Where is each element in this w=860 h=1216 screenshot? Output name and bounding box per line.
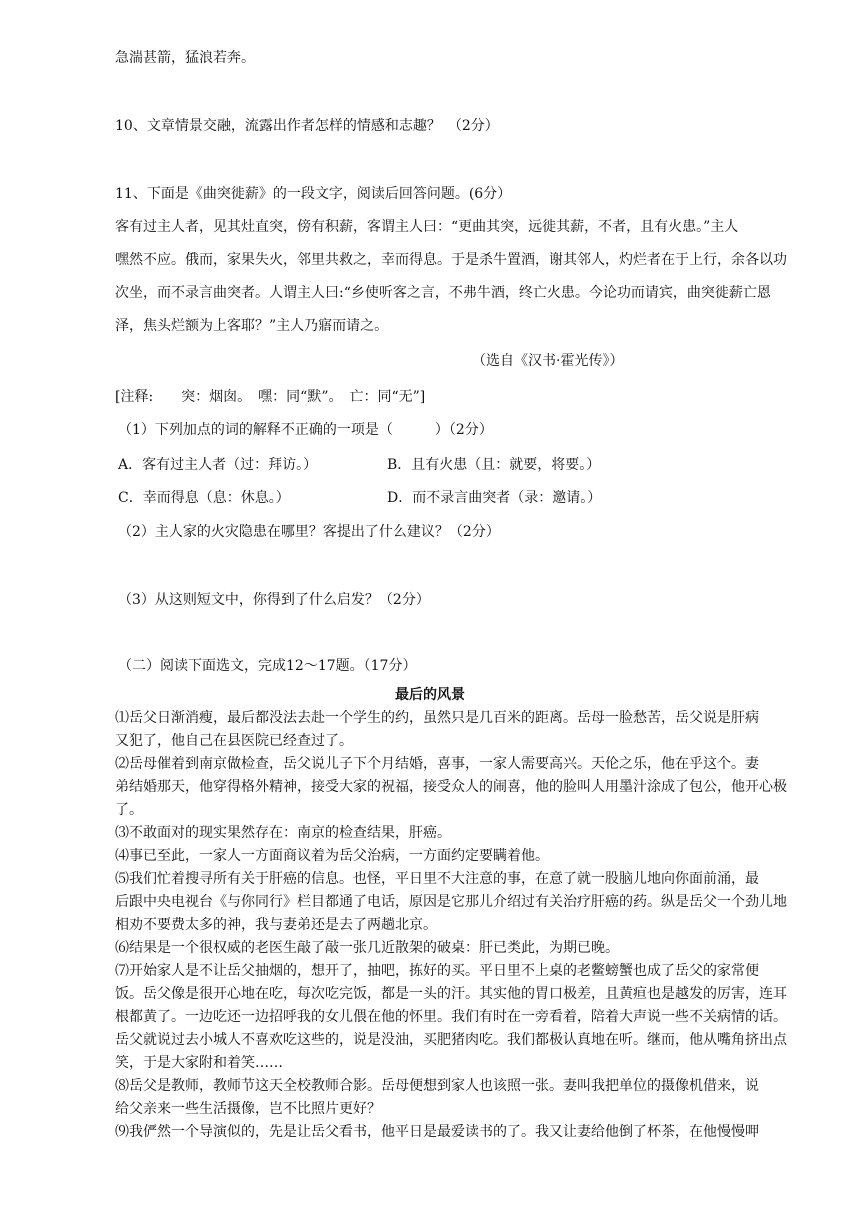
- article-line: 饭。岳父像是很开心地在吃，每次吃完饭，都是一头的汗。其实他的胃口极差，且黄疸也是越发的厉害，连耳: [115, 986, 787, 1002]
- article-line: ⑼我俨然一个导演似的，先是让岳父看书，他平日是最爱读书的了。我又让妻给他倒了杯茶，在他慢慢呷: [115, 1124, 759, 1140]
- passage-notes: [注释: 突：烟囱。 嘿：同“默”。 亡：同“无”]: [115, 389, 426, 405]
- article-line: ⑻岳父是教师，教师节这天全校教师合影。岳母便想到家人也该照一张。妻叫我把单位的摄像机借来，说: [115, 1078, 759, 1094]
- section-2-heading: （二）阅读下面选文，完成12～17题。（17分）: [118, 658, 417, 674]
- article-line: ⑶不敢面对的现实果然存在：南京的检查结果，肝癌。: [115, 825, 451, 841]
- article-line: ⑺开始家人是不让岳父抽烟的，想开了，抽吧，拣好的买。平日里不上桌的老鳖螃蟹也成了岳父的家常便: [115, 963, 759, 979]
- article-line: 又犯了，他自己在县医院已经查过了。: [115, 733, 353, 749]
- question-11-prompt: 11、下面是《曲突徙薪》的一段文字，阅读后回答问题。(6分）: [115, 186, 512, 202]
- question-10: 10、文章情景交融，流露出作者怎样的情感和志趣？ （2分）: [115, 118, 499, 134]
- option-b: B．且有火患（且：就要，将要。）: [387, 457, 601, 473]
- article-line: ⑸我们忙着搜寻所有关于肝癌的信息。也怪，平日里不大注意的事，在意了就一股脑儿地向你面前涌，最: [115, 871, 759, 887]
- article-line: ⑷事已至此，一家人一方面商议着为岳父治病，一方面约定要瞒着他。: [115, 848, 549, 864]
- passage-line: 次坐，而不录言曲突者。人谓主人曰:“乡使听客之言，不弗牛酒，终亡火患。今论功而请宾，曲突徙薪亡恩: [115, 285, 771, 301]
- intro-line: 急湍甚箭，猛浪若奔。: [115, 50, 255, 66]
- article-line: 弟结婚那天，他穿得格外精神，接受大家的祝福，接受众人的闹喜，他的脸叫人用墨汁涂成了包公，他开心极: [115, 779, 787, 795]
- article-line: 后跟中央电视台《与你同行》栏目都通了电话，原因是它那儿介绍过有关治疗肝癌的药。纵是岳父一个劲儿地: [115, 894, 787, 910]
- article-line: ⑵岳母催着到南京做检查，岳父说儿子下个月结婚，喜事，一家人需要高兴。天伦之乐，他在乎这个。妻: [115, 756, 759, 772]
- article-line: 根都黄了。一边吃还一边招呼我的女儿偎在他的怀里。我们有时在一旁看着，陪着大声说一些不关病情的话。: [115, 1009, 787, 1025]
- article-title: 最后的风景: [395, 687, 465, 703]
- sub-question-3: （3）从这则短文中，你得到了什么启发？（2分）: [118, 592, 430, 608]
- option-d: D．而不录言曲突者（录：邀请。）: [387, 490, 602, 506]
- article-line: 相劝不要费太多的神，我与妻弟还是去了两趟北京。: [115, 917, 437, 933]
- passage-source: （选自《汉书·霍光传》）: [472, 353, 624, 369]
- sub-question-2: （2）主人家的火灾隐患在哪里？客提出了什么建议？（2分）: [118, 524, 500, 540]
- article-line: 了。: [115, 802, 143, 818]
- article-line: 笑，于是大家附和着笑……: [115, 1055, 283, 1071]
- sub-question-1: （1）下列加点的词的解释不正确的一项是（ ）（2分）: [118, 422, 493, 438]
- article-line: 岳父就说过去小城人不喜欢吃这些的，说是没油，买肥猪肉吃。我们都极认真地在听。继而，他从嘴角挤出点: [115, 1032, 787, 1048]
- article-line: 给父亲来一些生活摄像，岂不比照片更好？: [115, 1101, 381, 1117]
- passage-line: 泽，焦头烂额为上客耶？”主人乃寤而请之。: [115, 318, 389, 334]
- passage-line: 客有过主人者，见其灶直突，傍有积薪，客谓主人曰：“更曲其突，远徙其薪，不者，且有火患。”主人: [115, 219, 739, 235]
- option-c: C．幸而得息（息：休息。）: [118, 490, 290, 506]
- option-a: A．客有过主人者（过：拜访。）: [118, 457, 318, 473]
- article-line: ⑴岳父日渐消瘦，最后都没法去赴一个学生的约，虽然只是几百米的距离。岳母一脸愁苦，岳父说是肝病: [115, 710, 759, 726]
- passage-line: 嘿然不应。俄而，家果失火，邻里共救之，幸而得息。于是杀牛置酒，谢其邻人，灼烂者在于上行，余各以功: [115, 252, 787, 268]
- article-line: ⑹结果是一个很权威的老医生敲了敲一张几近散架的破桌：肝已类此，为期已晚。: [115, 940, 619, 956]
